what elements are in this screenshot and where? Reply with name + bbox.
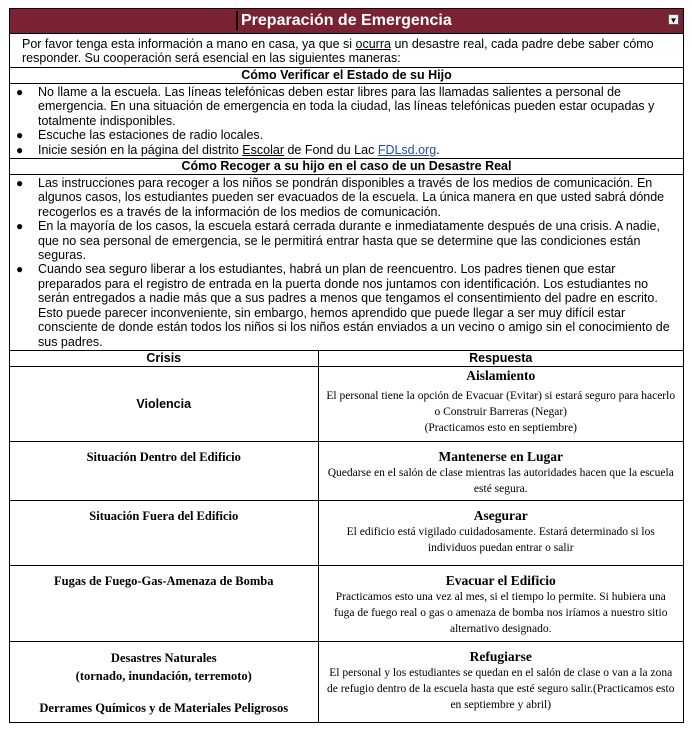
table-row (10, 641, 683, 722)
list-item-text: Inicie sesión en la página del distrito (38, 142, 243, 157)
response-description: Quedarse en el salón de clase mientras las autoridades hacen que la escuela esté segura. (327, 466, 674, 495)
bullet-icon: ● (16, 142, 24, 157)
table-row (10, 441, 683, 500)
response-title: Refugiarse (469, 648, 532, 664)
response-title: Asegurar (473, 507, 528, 523)
list-item (16, 85, 679, 128)
emergency-document (9, 8, 684, 723)
response-cell (318, 441, 683, 500)
crisis-column-header: Crisis (10, 351, 318, 367)
list-item (16, 219, 679, 263)
response-title: Evacuar el Edificio (445, 572, 556, 588)
crisis-cell (10, 500, 318, 565)
table-row (10, 366, 683, 441)
table-row (10, 565, 683, 641)
response-title: Mantenerse en Lugar (438, 448, 563, 464)
crisis-response-table (10, 351, 683, 723)
response-description: Practicamos esto una vez al mes, si el tiempo lo permite. Si hubiera una fuga de fuego real o gas o amenaza de bomba nos iríamos a nuestro sitio alternativo designado. (334, 590, 668, 635)
response-cell (318, 500, 683, 565)
bullet-icon: ● (16, 85, 24, 99)
response-description: El edificio está vigilado cuidadosamente. Estará determinado si los individuos puedan entrar o salir (346, 525, 655, 554)
intro-paragraph (10, 34, 683, 68)
bullet-icon: ● (16, 262, 24, 277)
bullet-icon: ● (16, 176, 24, 191)
table-header-row (10, 351, 683, 367)
response-column-header: Respuesta (318, 351, 683, 367)
crisis-cell (10, 366, 318, 441)
list-item (16, 262, 679, 349)
list-item-text: En la mayoría de los casos, la escuela estará cerrada durante e inmediatamente después de una crisis. A nadie, que no sea personal de emergencia, se le permitirá entrar hasta que se determine que las condiciones están seguras. (38, 219, 660, 263)
title-bar (10, 9, 683, 34)
pickup-list (10, 175, 683, 351)
response-description: El personal tiene la opción de Evacuar (Evitar) si estará seguro para hacerlo o Construir Barreras (Negar) (326, 389, 676, 418)
dropdown-arrow-icon[interactable]: ▼ (669, 16, 678, 25)
intro-text-start: Por favor tenga esta información a mano en casa, ya que si (22, 37, 356, 51)
list-item-text: Escuche las estaciones de radio locales. (38, 128, 264, 143)
underlined-word: Escolar (242, 142, 284, 157)
crisis-label: Situación Fuera del Edificio (89, 508, 239, 523)
bullet-icon: ● (16, 219, 24, 234)
response-note: (Practicamos esto en septiembre) (424, 421, 577, 434)
crisis-sublabel: (tornado, inundación, terremoto) (75, 668, 252, 683)
district-website-link[interactable]: FDLsd.org (377, 142, 437, 157)
crisis-cell (10, 441, 318, 500)
table-row (10, 500, 683, 565)
list-item (16, 128, 679, 143)
page-title: Preparación de Emergencia (236, 11, 452, 30)
response-cell (318, 366, 683, 441)
intro-underlined-word: ocurra (355, 37, 391, 51)
list-item (16, 142, 679, 157)
response-description: El personal y los estudiantes se quedan en el salón de clase o van a la zona de refugio dentro de la escuela hasta que esté seguro salir.(Practicamos esto en septiembre y abril) (327, 666, 675, 711)
crisis-label: Situación Dentro del Edificio (86, 449, 241, 464)
crisis-cell (10, 641, 318, 722)
response-title: Aislamiento (466, 367, 536, 383)
response-cell (318, 565, 683, 641)
crisis-label: Violencia (136, 396, 192, 411)
list-item-text: . (436, 142, 440, 157)
list-item-text: No llame a la escuela. Las líneas telefónicas deben estar libres para las llamadas salientes a personal de emergencia. En una situación de emergencia en toda la ciudad, las líneas telefónicas pueden estar ocupadas y totalmente indisponibles. (38, 85, 655, 128)
verify-list (10, 84, 683, 159)
crisis-label-secondary: Derrames Químicos y de Materiales Peligrosos (39, 700, 289, 715)
intro-text-end: un desastre real, cada padre debe saber cómo responder. Su cooperación será esencial en las siguientes maneras: (22, 37, 654, 65)
crisis-label: Fugas de Fuego-Gas-Amenaza de Bomba (54, 573, 274, 588)
verify-heading: Cómo Verificar el Estado de su Hijo (10, 68, 683, 84)
list-item-text: Las instrucciones para recoger a los niños se pondrán disponibles a través de los medios de comunicación. En algunos casos, los estudiantes pueden ser evacuados de la escuela. La única manera en que usted sabrá dónde recogerlos es a través de la información de los medios de comunicación. (38, 176, 665, 219)
list-item-text: Cuando sea seguro liberar a los estudiantes, habrá un plan de reencuentro. Los padres tienen que estar preparados para el registro de entrada en la puerta donde nos juntamos con identificación. Los estudiantes no serán entregados a nadie más que a sus padres a menos que tengamos el consentimiento del padre en escrito. Esto puede parecer inconveniente, sin embargo, hemos aprendido que puede llegar a ser muy difícil estar consciente de donde están todos los niños si los niños están enviados a un vecino o amigo sin el conocimiento de sus padres. (38, 262, 670, 349)
crisis-cell (10, 565, 318, 641)
list-item (16, 176, 679, 219)
list-item-text: de Fond du Lac (283, 142, 378, 157)
bullet-icon: ● (16, 128, 24, 143)
pickup-heading: Cómo Recoger a su hijo en el caso de un Desastre Real (10, 159, 683, 175)
response-cell (318, 641, 683, 722)
crisis-label: Desastres Naturales (110, 650, 217, 665)
